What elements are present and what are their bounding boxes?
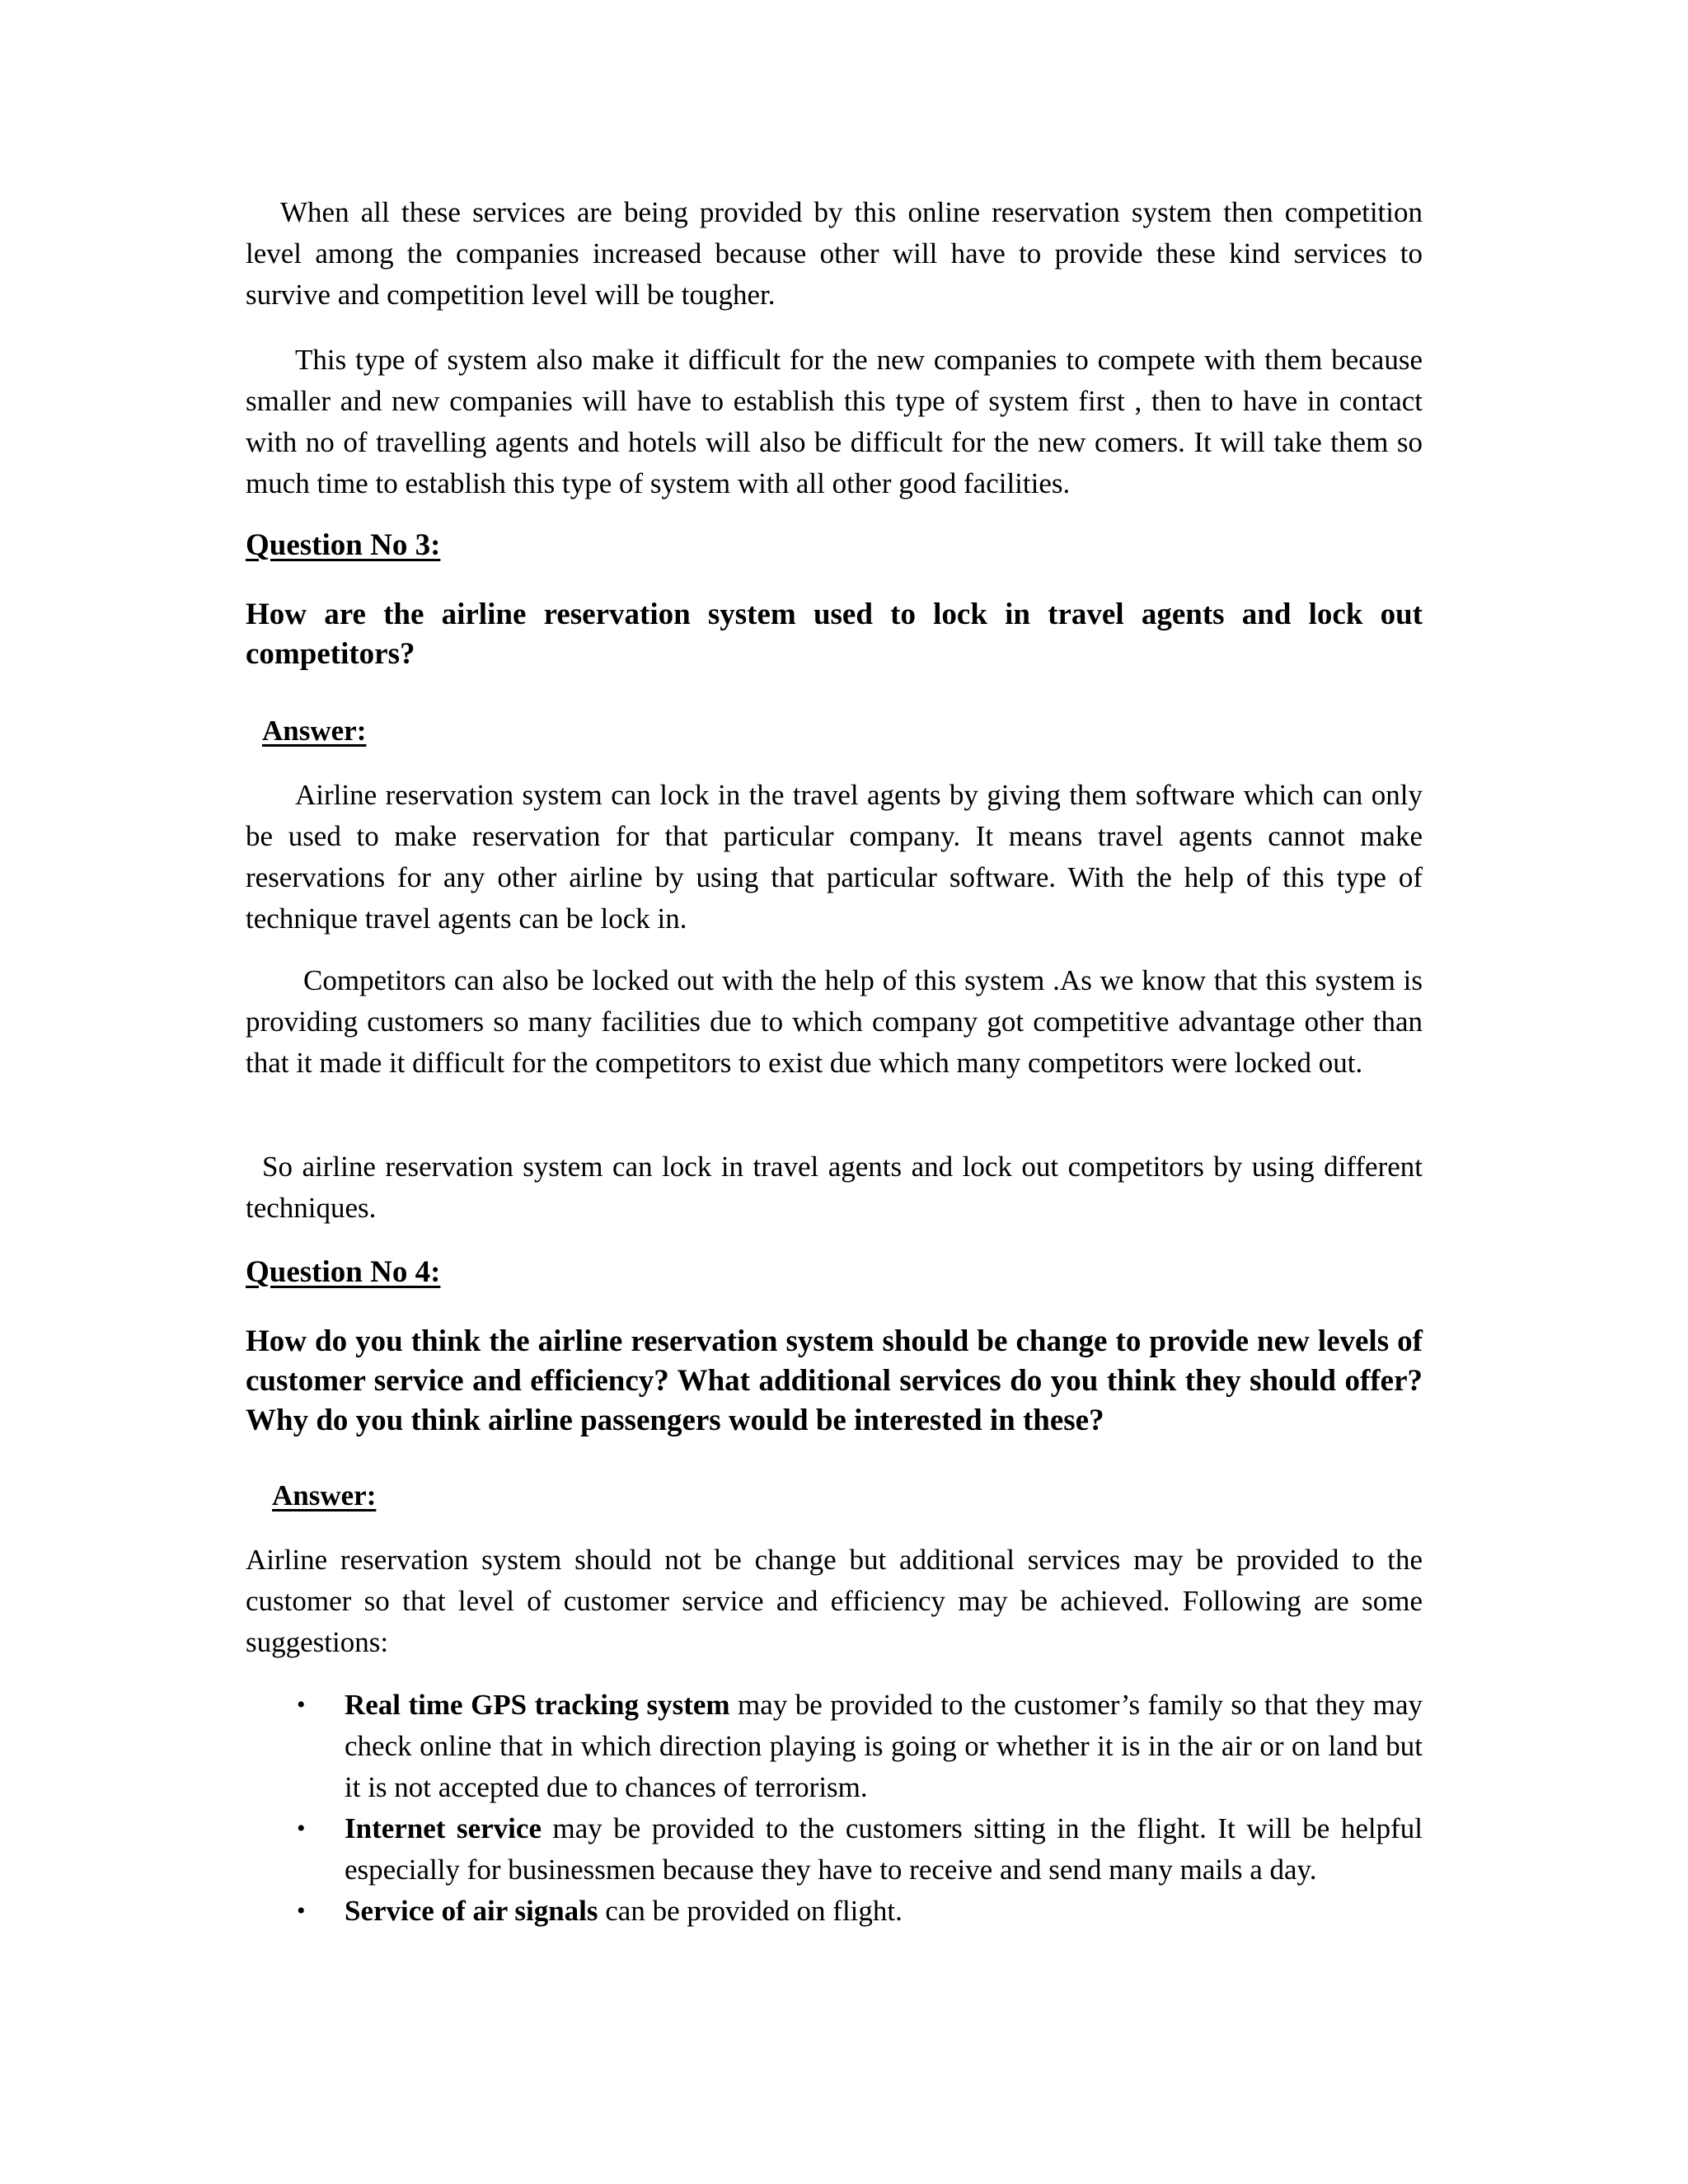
answer-label: Answer: [272, 1479, 377, 1511]
paragraph-text: Competitors can also be locked out with the help of this system .As we know that this system is providing customers so many facilities due to which company got competitive advantage other than that it made it difficult for the competitors to exist due which many competitors were locked out. [246, 964, 1423, 1079]
list-item-text: may be provided to the customers sitting in the flight. It will be helpful especially for businessmen because they have to receive and send many mails a day. [345, 1812, 1423, 1886]
question-3-section [246, 525, 1423, 566]
question-4-text-block [246, 1322, 1423, 1441]
bullet-icon: • [297, 1815, 306, 1842]
list-item-title: Internet service [345, 1812, 542, 1844]
paragraph-text: So airline reservation system can lock in travel agents and lock out competitors by using different techniques. [246, 1151, 1423, 1224]
list-item [246, 1808, 1423, 1891]
bullet-icon: • [297, 1897, 306, 1924]
bullet-icon: • [297, 1691, 306, 1718]
question-3-text: How are the airline reservation system used to lock in travel agents and lock out competitors? [246, 598, 1423, 671]
paragraph-text: When all these services are being provided by this online reservation system then competition level among the companies increased because other will have to provide these kind services to survive and competition level will be tougher. [246, 196, 1423, 311]
paragraph-competition-level [246, 192, 1423, 316]
paragraph-text: This type of system also make it difficult for the new companies to compete with them because smaller and new companies will have to establish this type of system first , then to have in contact with no of travelling agents and hotels will also be difficult for the new comers. It will take them so much time to establish this type of system with all other good facilities. [246, 344, 1423, 499]
question-4-heading: Question No 4: [246, 1255, 441, 1289]
list-item [246, 1891, 1423, 1932]
suggestions-list [246, 1685, 1423, 1932]
list-item-title: Service of air signals [345, 1895, 598, 1927]
question-4-answer-intro [246, 1540, 1423, 1663]
answer-label: Answer: [262, 715, 367, 747]
paragraph-text: Airline reservation system can lock in the travel agents by giving them software which can only be used to make reservation for that particular company. It means travel agents cannot make reservations for any other airline by using that particular software. With the help of this type of technique travel agents can be lock in. [246, 779, 1423, 935]
list-item [246, 1685, 1423, 1808]
list-item-text: may be provided to the customer’s family so that they may check online that in which direction playing is going or whether it is in the air or on land but it is not accepted due to chances of terrorism. [345, 1689, 1423, 1803]
question-4-answer-label-block [272, 1475, 1449, 1516]
paragraph-text: Airline reservation system should not be change but additional services may be provided to the customer so that level of customer service and efficiency may be achieved. Following are some suggestions: [246, 1544, 1423, 1658]
question-3-answer-para-2 [246, 960, 1423, 1084]
question-3-answer-para-3 [246, 1146, 1423, 1229]
list-item-title: Real time GPS tracking system [345, 1689, 730, 1721]
question-3-answer-label-block [262, 710, 1439, 752]
question-4-section [246, 1252, 1423, 1293]
paragraph-new-companies [246, 340, 1423, 504]
question-3-text-block [246, 595, 1423, 674]
question-3-answer-para-1 [246, 775, 1423, 940]
question-3-heading: Question No 3: [246, 528, 441, 562]
question-4-text: How do you think the airline reservation system should be change to provide new levels of customer service and efficiency? What additional services do you think they should offer? Why do you think airline passengers would be interested in these? [246, 1324, 1423, 1437]
list-item-text: can be provided on flight. [598, 1895, 903, 1927]
